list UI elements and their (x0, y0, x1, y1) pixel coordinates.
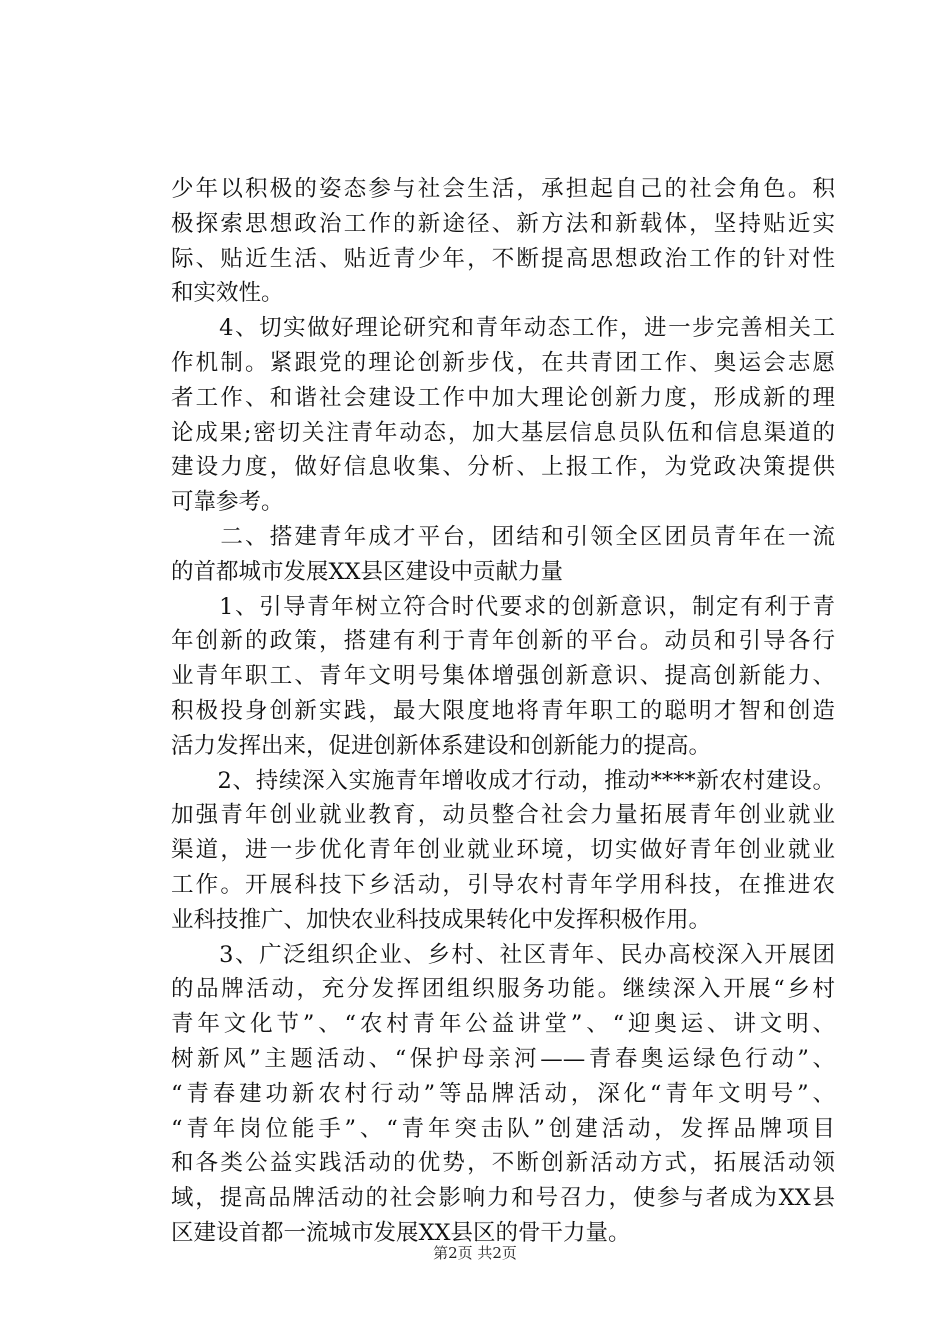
text-line: 业科技推广、加快农业科技成果转化中发挥积极作用。 (171, 906, 712, 933)
text-line: 和实效性。 (171, 280, 284, 307)
text-line: 极探索思想政治工作的新途径、新方法和新载体，坚持贴近实 (171, 210, 835, 237)
text-line: 可靠参考。 (171, 489, 284, 516)
text-line: 域，提高品牌活动的社会影响力和号召力，使参与者成为XX县 (171, 1185, 835, 1212)
text-line: 树新风”主题活动、“保护母亲河——青春奥运绿色行动”、 (171, 1045, 835, 1072)
section-heading-line: 二、搭建青年成才平台，团结和引领全区团员青年在一流 (171, 523, 835, 550)
text-line: 渠道，进一步优化青年创业就业环境，切实做好青年创业就业 (171, 837, 835, 864)
text-line: 积极投身创新实践，最大限度地将青年职工的聪明才智和创造 (171, 697, 835, 724)
text-line: 工作。开展科技下乡活动，引导农村青年学用科技，在推进农 (171, 871, 835, 898)
text-line: 少年以积极的姿态参与社会生活，承担起自己的社会角色。积 (171, 176, 835, 202)
text-line: 加强青年创业就业教育，动员整合社会力量拓展青年创业就业 (171, 802, 835, 829)
text-line: 的品牌活动，充分发挥团组织服务功能。继续深入开展“乡村 (171, 976, 835, 1003)
text-line: 区建设首都一流城市发展XX县区的骨干力量。 (171, 1219, 631, 1246)
text-line: 1、引导青年树立符合时代要求的创新意识，制定有利于青 (171, 593, 835, 620)
text-line: “青年岗位能手”、“青年突击队”创建活动，发挥品牌项目 (171, 1115, 835, 1142)
text-line: 和各类公益实践活动的优势，不断创新活动方式，拓展活动领 (171, 1150, 835, 1177)
page-number-footer: 第2页 共2页 (433, 1244, 517, 1262)
section-heading-line: 的首都城市发展XX县区建设中贡献力量 (171, 558, 564, 585)
text-line: 2、持续深入实施青年增收成才行动，推动****新农村建设。 (171, 767, 835, 794)
body-text (171, 172, 835, 1251)
text-line: 际、贴近生活、贴近青少年，不断提高思想政治工作的针对性 (171, 245, 835, 272)
text-line: 者工作、和谐社会建设工作中加大理论创新力度，形成新的理 (171, 384, 835, 411)
text-line: 活力发挥出来，促进创新体系建设和创新能力的提高。 (171, 732, 712, 759)
text-line: 建设力度，做好信息收集、分析、上报工作，为党政决策提供 (171, 454, 835, 481)
text-line: 业青年职工、青年文明号集体增强创新意识、提高创新能力、 (171, 663, 835, 690)
text-line: 青年文化节”、“农村青年公益讲堂”、“迎奥运、讲文明、 (171, 1011, 835, 1038)
text-line: 作机制。紧跟党的理论创新步伐，在共青团工作、奥运会志愿 (171, 349, 835, 376)
text-line: 4、切实做好理论研究和青年动态工作，进一步完善相关工 (171, 315, 835, 342)
text-line: 年创新的政策，搭建有利于青年创新的平台。动员和引导各行 (171, 628, 835, 655)
text-line: “青春建功新农村行动”等品牌活动，深化“青年文明号”、 (171, 1080, 835, 1107)
text-line: 论成果;密切关注青年动态，加大基层信息员队伍和信息渠道的 (171, 419, 835, 446)
text-line: 3、广泛组织企业、乡村、社区青年、民办高校深入开展团 (171, 941, 835, 968)
